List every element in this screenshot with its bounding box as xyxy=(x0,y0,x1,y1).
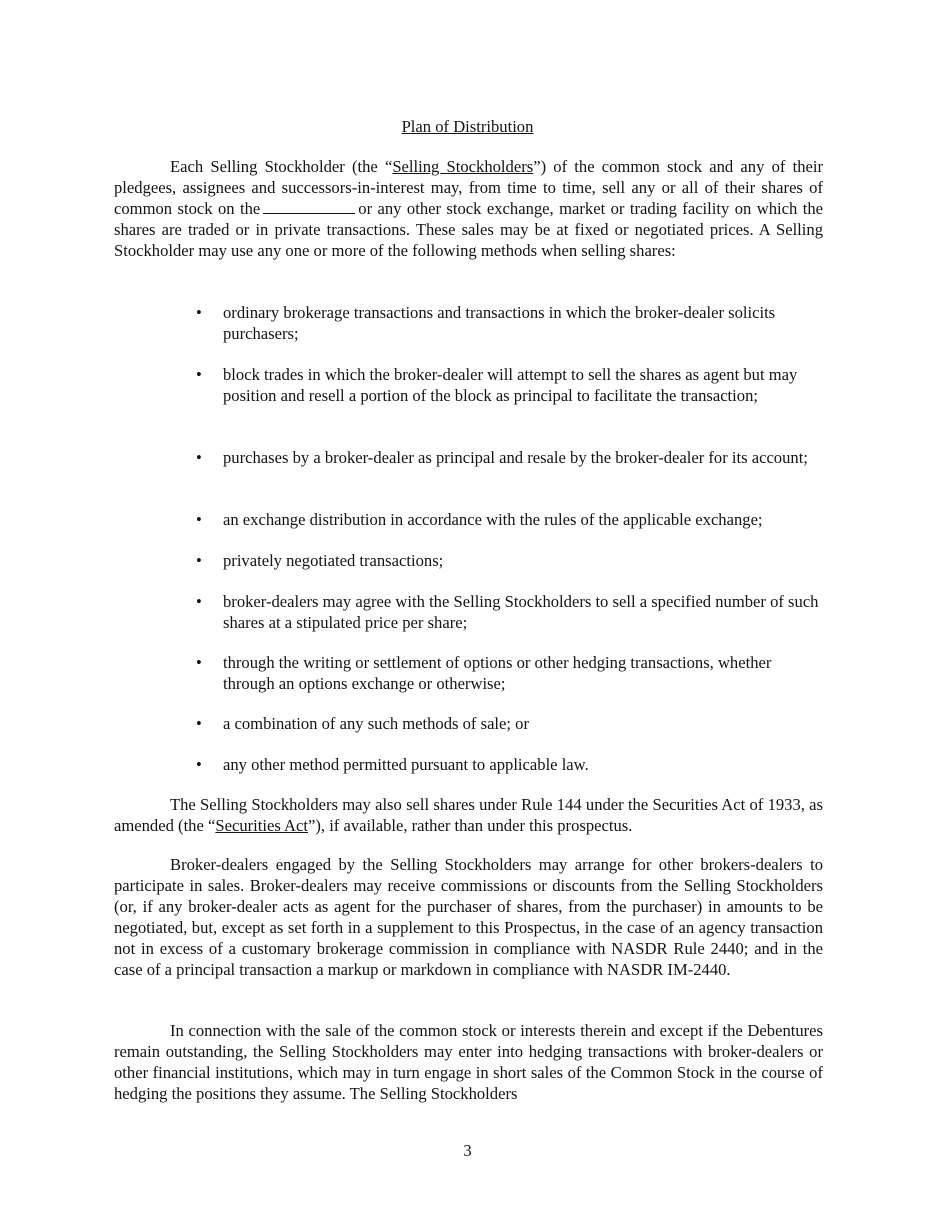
list-item-text: an exchange distribution in accordance with the rules of the applicable exchange; xyxy=(223,510,763,529)
bullet-icon: • xyxy=(196,714,202,733)
list-item-text: any other method permitted pursuant to applicable law. xyxy=(223,755,589,774)
list-item-text: privately negotiated transactions; xyxy=(223,551,444,570)
paragraph-rule-144 xyxy=(114,794,823,836)
paragraph-hedging xyxy=(114,1020,823,1104)
section-title: Plan of Distribution xyxy=(401,117,534,136)
bullet-icon: • xyxy=(196,510,202,529)
bullet-icon: • xyxy=(196,592,202,611)
bullet-icon: • xyxy=(196,551,202,570)
defined-term-selling-stockholders: Selling Stockholders xyxy=(392,157,534,176)
list-item-text: a combination of any such methods of sale; or xyxy=(223,714,529,733)
exchange-blank-line xyxy=(263,199,355,214)
hedging-text: In connection with the sale of the common stock or interests therein and except if the Debentures remain outstanding, the Selling Stockholders may enter into hedging transactions with broker-dealers or other financial institutions, which may in turn engage in short sales of the Common Stock in the course of hedging the positions they assume. The Selling Stockholders xyxy=(114,1021,823,1103)
bullet-icon: • xyxy=(196,653,202,672)
bullet-icon: • xyxy=(196,755,202,774)
bullet-icon: • xyxy=(196,365,202,384)
broker-dealers-text: Broker-dealers engaged by the Selling Stockholders may arrange for other brokers-dealers to participate in sales. Broker-dealers may receive commissions or discounts from the Selling Stockholders (or, if any broker-dealer acts as agent for the purchaser of shares, from the purchaser) in amounts to be negotiated, but, except as set forth in a supplement to this Prospectus, in the case of an agency transaction not in excess of a customary brokerage commission in compliance with NASDR Rule 2440; and in the case of a principal transaction a markup or markdown in compliance with NASDR IM-2440. xyxy=(114,855,823,979)
bullet-icon: • xyxy=(196,448,202,467)
defined-term-securities-act: Securities Act xyxy=(215,816,308,835)
bullet-icon: • xyxy=(196,303,202,322)
page-number: 3 xyxy=(463,1141,472,1160)
intro-text-a: Each Selling Stockholder (the “ xyxy=(170,157,393,176)
list-item-text: broker-dealers may agree with the Selling Stockholders to sell a specified number of such shares at a stipulated price per share; xyxy=(223,592,819,632)
intro-text-b: ”) of the common stock and any of their pledgees, assignees and successors-in-interest may, from time to time, sell any or all of their shares of common stock on the xyxy=(114,157,823,218)
list-item-text: block trades in which the broker-dealer will attempt to sell the shares as agent but may position and resell a portion of the block as principal to facilitate the transaction; xyxy=(223,365,798,405)
paragraph-intro xyxy=(114,156,823,261)
intro-text-c: or any other stock exchange, market or trading facility on which the shares are traded or in private transactions. These sales may be at fixed or negotiated prices. A Selling Stockholder may use any one or more of the following methods when selling shares: xyxy=(114,199,823,260)
list-item-text: ordinary brokerage transactions and transactions in which the broker-dealer solicits purchasers; xyxy=(223,303,776,343)
rule-144-text-b: ”), if available, rather than under this prospectus. xyxy=(308,816,633,835)
paragraph-broker-dealers xyxy=(114,854,823,980)
list-item-text: through the writing or settlement of options or other hedging transactions, whether through an options exchange or otherwise; xyxy=(223,653,772,693)
rule-144-text-a: The Selling Stockholders may also sell shares under Rule 144 under the Securities Act of 1933, as amended (the “ xyxy=(114,795,823,835)
list-item-text: purchases by a broker-dealer as principal and resale by the broker-dealer for its account; xyxy=(223,448,808,467)
